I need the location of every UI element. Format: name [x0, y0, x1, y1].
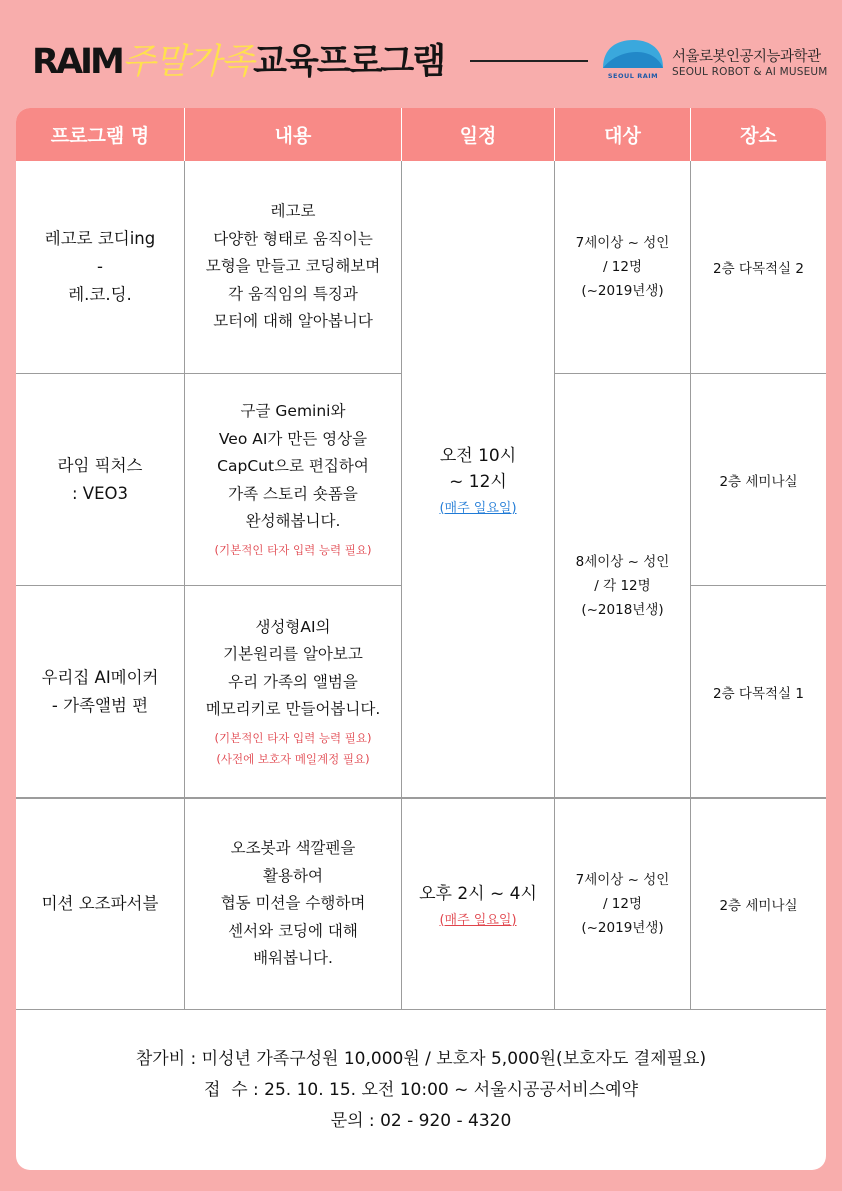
registration-info: 접 수 : 25. 10. 15. 오전 10:00 ~ 서울시공공서비스예약 [203, 1079, 638, 1100]
schedule-day: (매주 일요일) [439, 912, 517, 928]
program-name-1 [16, 161, 184, 373]
schedule-day: (매주 일요일) [439, 500, 517, 516]
content-line: 센서와 코딩에 대해 [228, 921, 358, 940]
target-line: / 12명 [602, 896, 643, 912]
content-line: 다양한 형태로 움직이는 [213, 229, 373, 248]
requirement-note: (기본적인 타자 입력 능력 필요) [214, 730, 372, 745]
content-line: 활용하여 [263, 866, 323, 885]
content-line: 협동 미션을 수행하며 [220, 894, 366, 913]
fee-info: 참가비 : 미성년 가족구성원 10,000원 / 보호자 5,000원(보호자도 결제필요) [135, 1048, 707, 1069]
museum-name-en: SEOUL ROBOT & AI MUSEUM [672, 66, 828, 78]
program-name-line: 레고로 코디ing [44, 229, 156, 248]
schedule-time: ~ 12시 [449, 471, 507, 492]
page-title [32, 34, 444, 84]
program-name-line: - [97, 257, 103, 276]
program-content-3 [185, 586, 401, 797]
title-rest: 교육프로그램 [253, 42, 445, 82]
content-line: 생성형AI의 [255, 617, 331, 636]
content-line: 완성해봅니다. [245, 512, 341, 531]
col-header-program-name: 프로그램 명 [50, 125, 150, 147]
content-line: 구글 Gemini와 [240, 402, 346, 421]
schedule-time: 오전 10시 [439, 445, 517, 466]
content-line: 배워봅니다. [253, 949, 333, 968]
table-header-row [16, 108, 826, 161]
museum-logo [601, 38, 665, 80]
col-header-content: 내용 [274, 125, 312, 147]
content-line: Veo AI가 만든 영상을 [218, 429, 368, 448]
program-name-line: 라임 픽처스 [57, 455, 143, 475]
content-line: 가족 스토리 숏폼을 [228, 484, 358, 503]
content-line: 각 움직임의 특징과 [228, 284, 358, 303]
target-line: 7세이상 ~ 성인 [575, 872, 670, 888]
target-2 [555, 374, 690, 797]
target-line: / 12명 [602, 259, 643, 275]
content-line: 레고로 [270, 202, 316, 221]
requirement-note: (기본적인 타자 입력 능력 필요) [214, 542, 372, 557]
col-header-target: 대상 [604, 125, 641, 147]
target-line: (~2019년생) [581, 920, 664, 936]
program-name-2 [16, 374, 184, 585]
target-line: 8세이상 ~ 성인 [575, 553, 670, 570]
content-line: CapCut으로 편집하여 [217, 457, 369, 476]
title-accent: 주말가족 [121, 42, 254, 82]
target-line: (~2019년생) [581, 283, 664, 299]
program-name-3 [16, 586, 184, 797]
target-line: 7세이상 ~ 성인 [575, 235, 670, 251]
page-header [0, 0, 842, 108]
content-line: 모형을 만들고 코딩해보며 [205, 257, 381, 276]
schedule-time: 오후 2시 ~ 4시 [419, 883, 537, 904]
program-name-line: 우리집 AI메이커 [41, 667, 159, 687]
target-line: (~2018년생) [581, 601, 664, 618]
title-brand: RAIM [32, 42, 122, 82]
place-2: 2층 세미나실 [719, 473, 798, 490]
museum-name-ko: 서울로봇인공지능과학관 [672, 49, 821, 65]
inquiry-info: 문의 : 02 - 920 - 4320 [330, 1110, 512, 1131]
program-name-line: - 가족앨범 편 [51, 695, 149, 715]
place-1: 2층 다목적실 2 [713, 261, 804, 277]
target-line: / 각 12명 [594, 577, 651, 594]
content-line: 모터에 대해 알아봅니다 [213, 312, 373, 331]
logo-text: SEOUL RAIM [607, 72, 659, 80]
content-line: 기본원리를 알아보고 [223, 645, 363, 663]
program-table-card [16, 108, 826, 1170]
target-1 [555, 161, 690, 373]
program-content-4 [185, 799, 401, 1009]
schedule-morning [402, 161, 554, 797]
program-name-4 [16, 799, 184, 1009]
requirement-note: (사전에 보호자 메일계정 필요) [216, 751, 370, 766]
info-footer [16, 1010, 826, 1170]
place-4: 2층 세미나실 [719, 898, 798, 914]
title-divider [470, 60, 588, 62]
col-header-schedule: 일정 [459, 125, 497, 147]
target-3 [555, 799, 690, 1009]
place-3: 2층 다목적실 1 [713, 685, 804, 702]
content-line: 메모리키로 만들어봅니다. [205, 700, 381, 718]
program-name-line: 미션 오조파서블 [41, 894, 159, 913]
col-header-place: 장소 [740, 125, 777, 147]
program-name-line: 레.코.딩. [68, 285, 132, 304]
schedule-afternoon [402, 799, 554, 1009]
program-name-line: : VEO3 [71, 483, 128, 503]
content-line: 오조봇과 색깔펜을 [230, 839, 356, 858]
program-content-2 [185, 374, 401, 585]
content-line: 우리 가족의 앨범을 [228, 672, 358, 691]
program-content-1 [185, 161, 401, 373]
